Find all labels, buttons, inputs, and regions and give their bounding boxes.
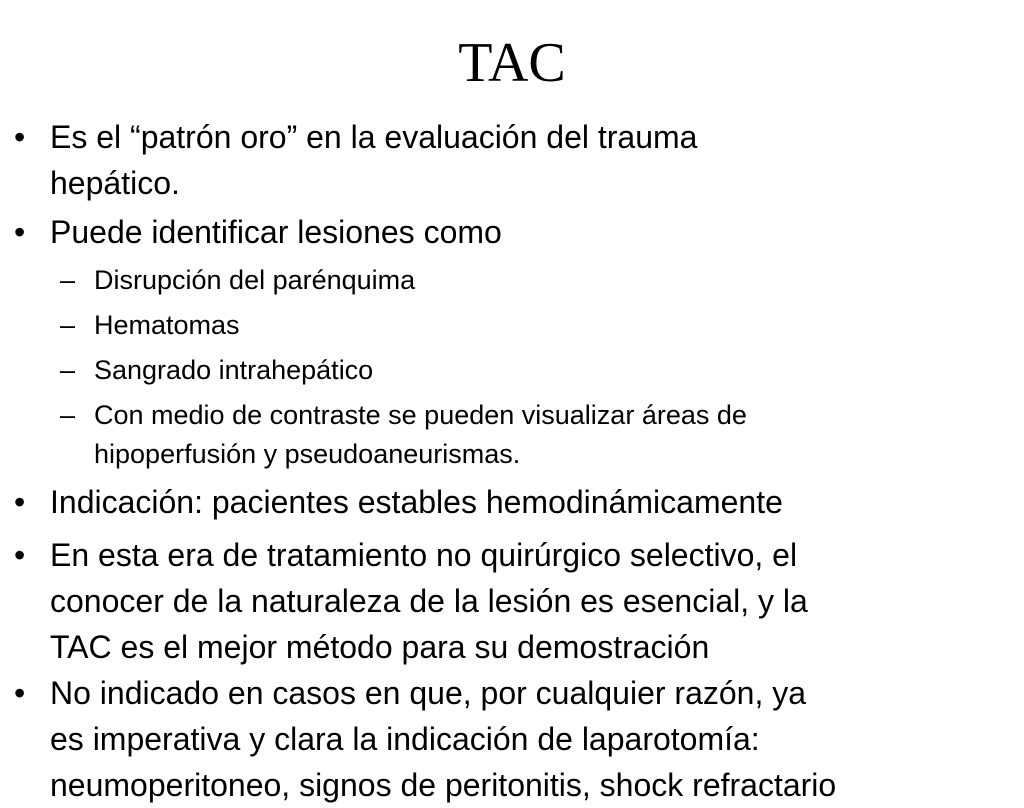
dash-marker: – <box>60 355 76 385</box>
dash-marker: – <box>60 400 76 430</box>
sub-bullet-item <box>60 261 416 300</box>
bullet-text-line: hepático. <box>50 165 180 201</box>
bullet-text-line: Puede identificar lesiones como <box>50 214 502 250</box>
sub-bullet-item <box>60 351 374 390</box>
dash-marker: – <box>60 265 76 295</box>
bullet-item <box>14 532 808 670</box>
bullet-text-line: neumoperitoneo, signos de peritonitis, shock refractario <box>50 767 837 803</box>
bullet-item <box>14 209 502 255</box>
bullet-dot: • <box>14 675 26 711</box>
bullet-dot: • <box>14 119 26 155</box>
bullet-text-line: Indicación: pacientes estables hemodinámicamente <box>50 484 783 520</box>
bullet-text-line: TAC es el mejor método para su demostración <box>50 629 710 665</box>
sub-bullet-item <box>60 396 747 474</box>
sub-bullet-text-line: Hematomas <box>94 310 240 340</box>
bullet-dot: • <box>14 484 26 520</box>
sub-bullet-item <box>60 306 240 345</box>
bullet-item <box>14 479 783 525</box>
sub-bullet-text-line: Con medio de contraste se pueden visualizar áreas de <box>94 400 747 430</box>
bullet-item <box>14 114 698 206</box>
bullet-text-line: Es el “patrón oro” en la evaluación del trauma <box>50 119 698 155</box>
bullet-text-line: En esta era de tratamiento no quirúrgico selectivo, el <box>50 537 798 573</box>
bullet-text-line: conocer de la naturaleza de la lesión es esencial, y la <box>50 583 808 619</box>
bullet-text-line: No indicado en casos en que, por cualquier razón, ya <box>50 675 807 711</box>
sub-bullet-text-line: Disrupción del parénquima <box>94 265 416 295</box>
sub-bullet-text-line: hipoperfusión y pseudoaneurismas. <box>94 439 521 469</box>
bullet-dot: • <box>14 537 26 573</box>
dash-marker: – <box>60 310 76 340</box>
bullet-item <box>14 670 837 808</box>
slide-title: TAC <box>458 32 566 94</box>
sub-bullet-text-line: Sangrado intrahepático <box>94 355 374 385</box>
bullet-text-line: es imperativa y clara la indicación de laparotomía: <box>50 721 760 757</box>
bullet-dot: • <box>14 214 26 250</box>
